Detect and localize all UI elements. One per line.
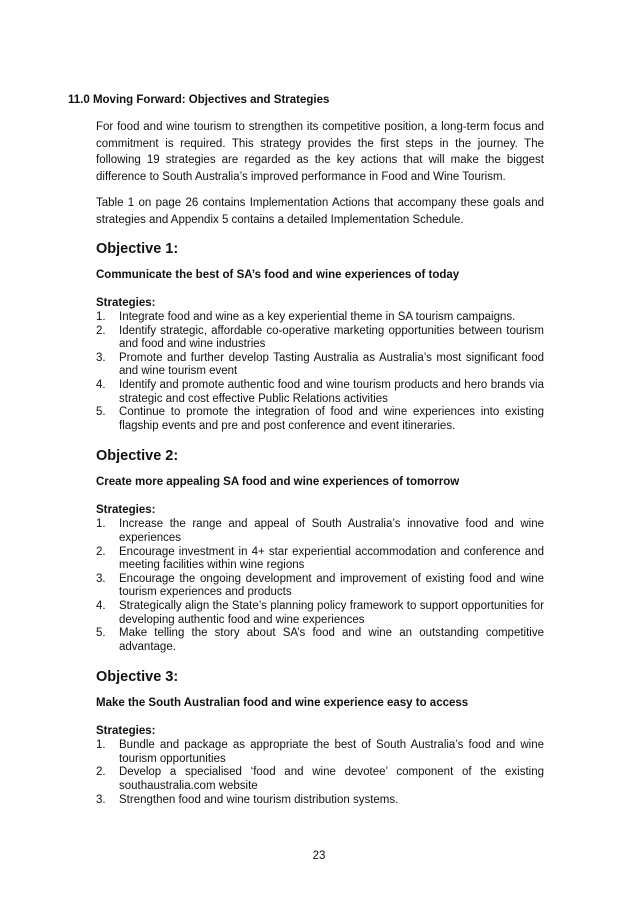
- list-item-text: Develop a specialised ‘food and wine devotee’ component of the existing southaustralia.com website: [119, 766, 544, 793]
- strategies-label: Strategies:: [96, 504, 156, 517]
- strategies-label: Strategies:: [96, 725, 156, 738]
- objective-1: [96, 240, 544, 433]
- list-item-text: Promote and further develop Tasting Australia as Australia’s most significant food and wine tourism event: [119, 351, 544, 378]
- strategy-list: [96, 739, 544, 807]
- list-item-number: 2.: [96, 545, 106, 558]
- list-item-text: Continue to promote the integration of food and wine experiences into existing flagship events and pre and post conference and event itineraries.: [119, 406, 544, 432]
- page-number: 23: [312, 850, 326, 862]
- list-item-number: 3.: [96, 793, 106, 806]
- list-item: [96, 406, 544, 433]
- list-item: [96, 352, 544, 379]
- section-heading: 11.0 Moving Forward: Objectives and Strategies: [68, 94, 330, 106]
- list-item-number: 1.: [96, 739, 106, 752]
- strategies-label: Strategies:: [96, 297, 156, 309]
- list-item-text: Integrate food and wine as a key experiential theme in SA tourism campaigns.: [119, 311, 516, 323]
- list-item-number: 1.: [96, 518, 106, 531]
- list-item-text: Strategically align the State’s planning policy framework to support opportunities for developing authentic food and wine experiences: [119, 599, 544, 626]
- list-item: [96, 739, 544, 766]
- list-item-number: 1.: [96, 311, 106, 323]
- content-body: [96, 119, 544, 821]
- objective-3: [96, 668, 544, 807]
- strategy-list: [96, 311, 544, 433]
- intro-paragraph-1: For food and wine tourism to strengthen its competitive position, a long-term focus and commitment is required. This strategy provides the first steps in the journey. The following 19 strategies are regarded as the key actions that will make the biggest difference to South Australia’s improved performance in Food and Wine Tourism.: [96, 121, 544, 183]
- intro-paragraph-2: Table 1 on page 26 contains Implementation Actions that accompany these goals and strategies and Appendix 5 contains a detailed Implementation Schedule.: [96, 197, 544, 226]
- list-item: [96, 794, 544, 808]
- objective-subtitle: Communicate the best of SA’s food and wine experiences of today: [96, 269, 460, 281]
- objective-subtitle: Make the South Australian food and wine experience easy to access: [96, 697, 469, 710]
- list-item-number: 3.: [96, 572, 106, 585]
- list-item-number: 5.: [96, 627, 106, 640]
- objective-2: [96, 447, 544, 654]
- list-item: [96, 379, 544, 406]
- list-item-text: Strengthen food and wine tourism distribution systems.: [119, 793, 399, 806]
- list-item: [96, 766, 544, 793]
- list-item-number: 2.: [96, 766, 106, 779]
- list-item-text: Identify and promote authentic food and wine tourism products and hero brands via strategic and cost effective Public Relations activities: [119, 378, 544, 405]
- list-item-text: Bundle and package as appropriate the best of South Australia’s food and wine tourism opportunities: [119, 739, 544, 765]
- list-item-number: 3.: [96, 351, 106, 364]
- list-item: [96, 573, 544, 600]
- list-item-text: Identify strategic, affordable co-operative marketing opportunities between tourism and food and wine industries: [119, 324, 544, 351]
- objective-title: Objective 2:: [96, 448, 179, 465]
- list-item-number: 4.: [96, 378, 106, 391]
- list-item-text: Encourage investment in 4+ star experiential accommodation and conference and meeting facilities within wine regions: [119, 545, 544, 572]
- list-item-text: Increase the range and appeal of South Australia’s innovative food and wine experiences: [119, 518, 544, 544]
- list-item: [96, 627, 544, 654]
- list-item-number: 5.: [96, 406, 106, 419]
- list-item-number: 4.: [96, 599, 106, 612]
- list-item-text: Make telling the story about SA’s food and wine an outstanding competitive advantage.: [119, 627, 544, 653]
- list-item: [96, 311, 544, 325]
- list-item: [96, 546, 544, 573]
- objective-title: Objective 3:: [96, 669, 179, 686]
- objective-title: Objective 1:: [96, 241, 179, 257]
- list-item: [96, 518, 544, 545]
- strategy-list: [96, 518, 544, 654]
- objective-subtitle: Create more appealing SA food and wine experiences of tomorrow: [96, 476, 460, 489]
- list-item: [96, 600, 544, 627]
- list-item: [96, 325, 544, 352]
- list-item-number: 2.: [96, 324, 106, 337]
- list-item-text: Encourage the ongoing development and improvement of existing food and wine tourism experiences and products: [119, 572, 544, 599]
